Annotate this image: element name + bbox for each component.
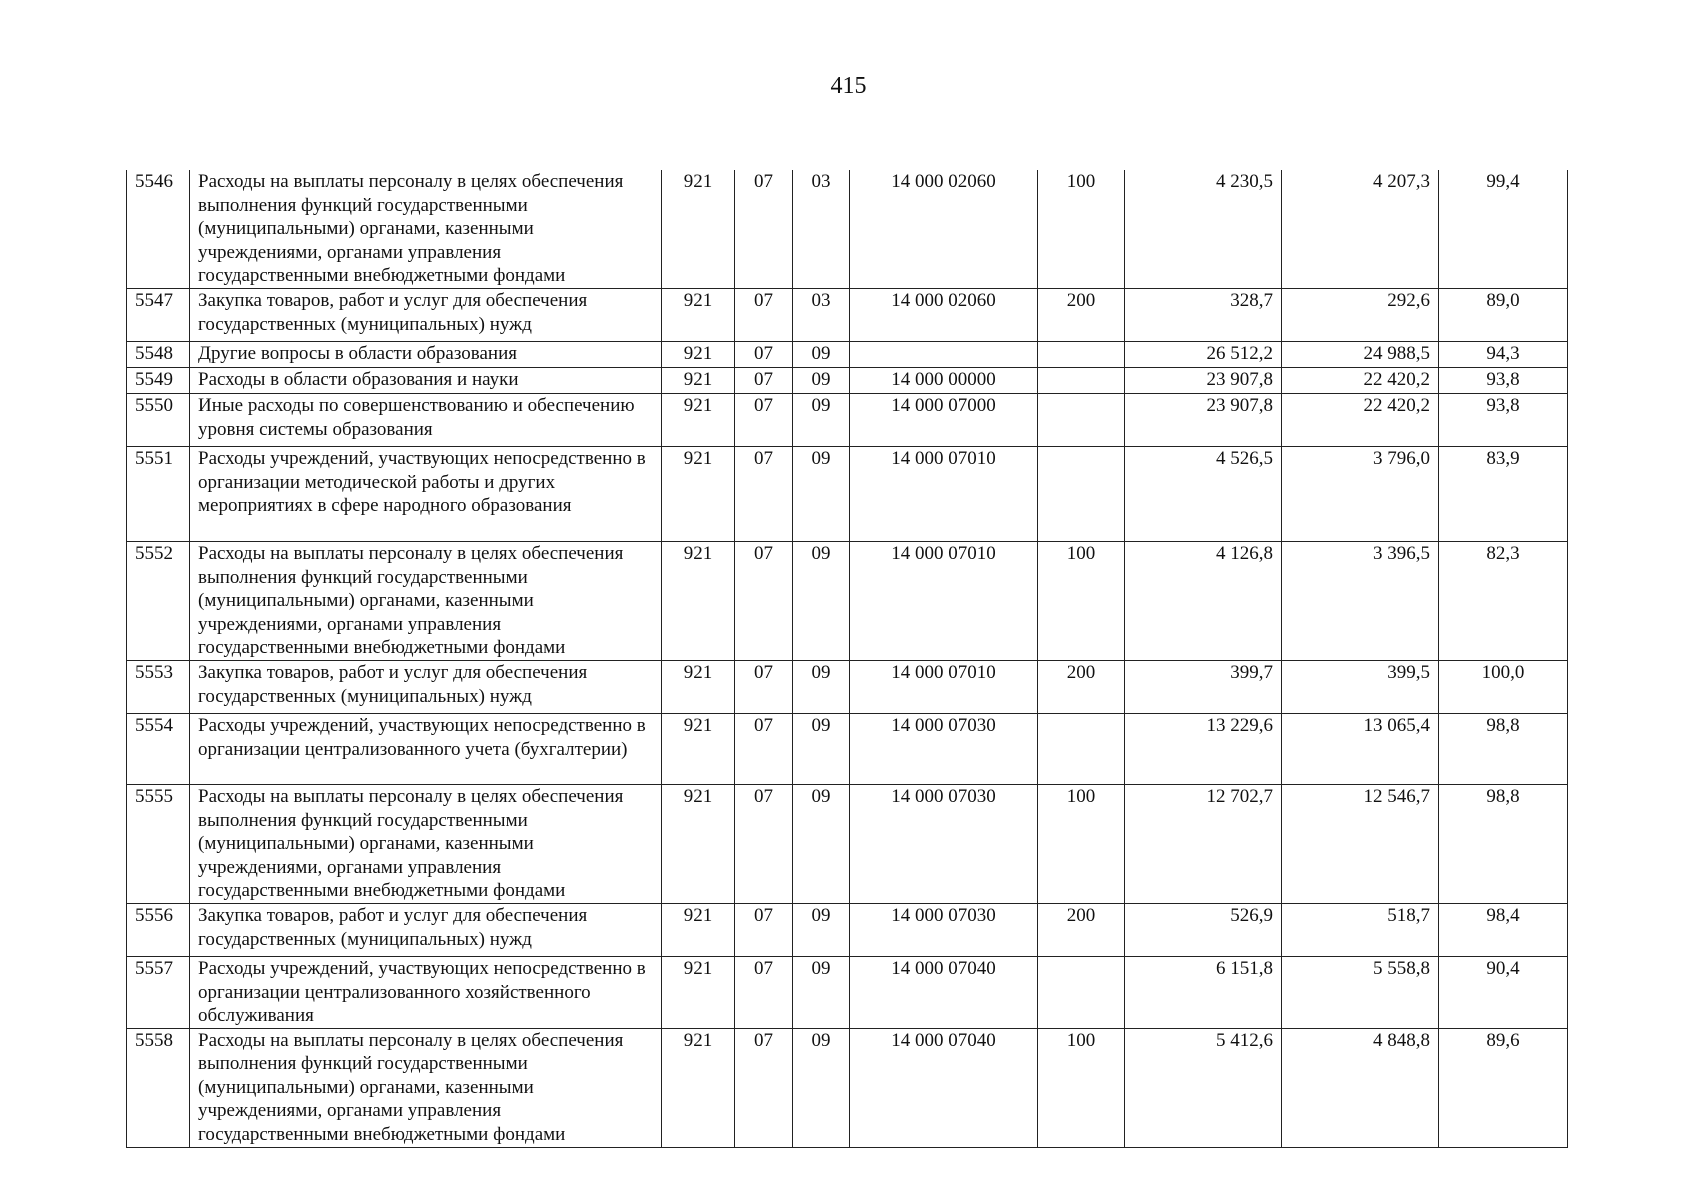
row-description: Расходы на выплаты персоналу в целях обеспечения выполнения функций государственными (муниципальными) органами, казенными учреждениями, органами управления государственными внебюджетными фондами — [190, 170, 662, 288]
row-vr — [1038, 341, 1125, 367]
row-plan: 4 230,5 — [1125, 170, 1282, 288]
row-vr: 100 — [1038, 1028, 1125, 1147]
table-row — [127, 903, 1568, 956]
row-fact: 399,5 — [1282, 660, 1439, 713]
row-number: 5553 — [127, 660, 190, 713]
row-rz: 07 — [735, 288, 793, 341]
table-row — [127, 784, 1568, 903]
row-pr: 09 — [793, 713, 850, 784]
row-plan: 399,7 — [1125, 660, 1282, 713]
row-plan: 23 907,8 — [1125, 393, 1282, 446]
row-description: Расходы на выплаты персоналу в целях обеспечения выполнения функций государственными (муниципальными) органами, казенными учреждениями, органами управления государственными внебюджетными фондами — [190, 1028, 662, 1147]
row-csr: 14 000 07040 — [850, 956, 1038, 1028]
row-rz: 07 — [735, 393, 793, 446]
row-vr: 200 — [1038, 288, 1125, 341]
row-number: 5556 — [127, 903, 190, 956]
row-percent: 82,3 — [1439, 541, 1568, 660]
row-rz: 07 — [735, 541, 793, 660]
row-description: Иные расходы по совершенствованию и обеспечению уровня системы образования — [190, 393, 662, 446]
row-ved: 921 — [662, 367, 735, 393]
row-pr: 09 — [793, 903, 850, 956]
row-number: 5554 — [127, 713, 190, 784]
row-percent: 98,4 — [1439, 903, 1568, 956]
row-pr: 09 — [793, 956, 850, 1028]
row-plan: 4 126,8 — [1125, 541, 1282, 660]
row-fact: 292,6 — [1282, 288, 1439, 341]
row-csr: 14 000 07030 — [850, 713, 1038, 784]
row-pr: 09 — [793, 541, 850, 660]
row-rz: 07 — [735, 446, 793, 541]
row-csr: 14 000 07040 — [850, 1028, 1038, 1147]
row-pr: 09 — [793, 367, 850, 393]
row-pr: 09 — [793, 341, 850, 367]
row-description: Расходы учреждений, участвующих непосредственно в организации централизованного учета (бухгалтерии) — [190, 713, 662, 784]
row-number: 5551 — [127, 446, 190, 541]
row-csr: 14 000 07030 — [850, 784, 1038, 903]
row-fact: 4 848,8 — [1282, 1028, 1439, 1147]
row-description: Закупка товаров, работ и услуг для обеспечения государственных (муниципальных) нужд — [190, 660, 662, 713]
row-pr: 09 — [793, 393, 850, 446]
row-ved: 921 — [662, 956, 735, 1028]
row-csr: 14 000 00000 — [850, 367, 1038, 393]
row-pr: 03 — [793, 288, 850, 341]
row-ved: 921 — [662, 1028, 735, 1147]
row-vr — [1038, 367, 1125, 393]
table-row — [127, 288, 1568, 341]
row-percent: 100,0 — [1439, 660, 1568, 713]
row-csr: 14 000 02060 — [850, 170, 1038, 288]
row-fact: 4 207,3 — [1282, 170, 1439, 288]
row-csr: 14 000 07030 — [850, 903, 1038, 956]
row-number: 5558 — [127, 1028, 190, 1147]
row-fact: 3 396,5 — [1282, 541, 1439, 660]
row-vr: 200 — [1038, 903, 1125, 956]
row-number: 5549 — [127, 367, 190, 393]
table-row — [127, 367, 1568, 393]
row-ved: 921 — [662, 393, 735, 446]
row-csr: 14 000 02060 — [850, 288, 1038, 341]
row-rz: 07 — [735, 784, 793, 903]
row-percent: 94,3 — [1439, 341, 1568, 367]
row-number: 5548 — [127, 341, 190, 367]
row-number: 5552 — [127, 541, 190, 660]
row-description: Закупка товаров, работ и услуг для обеспечения государственных (муниципальных) нужд — [190, 903, 662, 956]
row-plan: 6 151,8 — [1125, 956, 1282, 1028]
row-description: Закупка товаров, работ и услуг для обеспечения государственных (муниципальных) нужд — [190, 288, 662, 341]
row-description: Расходы в области образования и науки — [190, 367, 662, 393]
row-fact: 22 420,2 — [1282, 393, 1439, 446]
table-row — [127, 660, 1568, 713]
row-ved: 921 — [662, 660, 735, 713]
row-vr: 100 — [1038, 784, 1125, 903]
row-plan: 328,7 — [1125, 288, 1282, 341]
row-description: Расходы учреждений, участвующих непосредственно в организации методической работы и других мероприятиях в сфере народного образования — [190, 446, 662, 541]
row-ved: 921 — [662, 903, 735, 956]
row-rz: 07 — [735, 367, 793, 393]
row-plan: 26 512,2 — [1125, 341, 1282, 367]
row-fact: 22 420,2 — [1282, 367, 1439, 393]
row-fact: 3 796,0 — [1282, 446, 1439, 541]
row-plan: 4 526,5 — [1125, 446, 1282, 541]
row-csr — [850, 341, 1038, 367]
row-ved: 921 — [662, 784, 735, 903]
row-number: 5555 — [127, 784, 190, 903]
table-body — [127, 170, 1568, 1147]
row-plan: 526,9 — [1125, 903, 1282, 956]
row-plan: 5 412,6 — [1125, 1028, 1282, 1147]
row-percent: 93,8 — [1439, 367, 1568, 393]
row-pr: 09 — [793, 446, 850, 541]
table-row — [127, 393, 1568, 446]
row-csr: 14 000 07010 — [850, 541, 1038, 660]
row-rz: 07 — [735, 170, 793, 288]
row-number: 5557 — [127, 956, 190, 1028]
table-row — [127, 1028, 1568, 1147]
row-percent: 99,4 — [1439, 170, 1568, 288]
row-fact: 12 546,7 — [1282, 784, 1439, 903]
row-ved: 921 — [662, 341, 735, 367]
row-csr: 14 000 07010 — [850, 446, 1038, 541]
row-description: Другие вопросы в области образования — [190, 341, 662, 367]
row-ved: 921 — [662, 170, 735, 288]
row-fact: 24 988,5 — [1282, 341, 1439, 367]
row-percent: 89,6 — [1439, 1028, 1568, 1147]
row-percent: 89,0 — [1439, 288, 1568, 341]
row-csr: 14 000 07000 — [850, 393, 1038, 446]
row-percent: 93,8 — [1439, 393, 1568, 446]
table-row — [127, 170, 1568, 288]
row-percent: 83,9 — [1439, 446, 1568, 541]
row-number: 5550 — [127, 393, 190, 446]
row-pr: 09 — [793, 660, 850, 713]
row-csr: 14 000 07010 — [850, 660, 1038, 713]
table-row — [127, 713, 1568, 784]
row-plan: 13 229,6 — [1125, 713, 1282, 784]
row-number: 5546 — [127, 170, 190, 288]
row-fact: 13 065,4 — [1282, 713, 1439, 784]
row-vr: 100 — [1038, 541, 1125, 660]
row-percent: 90,4 — [1439, 956, 1568, 1028]
table-row — [127, 446, 1568, 541]
table-row — [127, 956, 1568, 1028]
row-pr: 03 — [793, 170, 850, 288]
row-plan: 23 907,8 — [1125, 367, 1282, 393]
row-description: Расходы на выплаты персоналу в целях обеспечения выполнения функций государственными (муниципальными) органами, казенными учреждениями, органами управления государственными внебюджетными фондами — [190, 541, 662, 660]
budget-table — [126, 170, 1568, 1148]
row-vr — [1038, 713, 1125, 784]
row-vr: 100 — [1038, 170, 1125, 288]
row-description: Расходы на выплаты персоналу в целях обеспечения выполнения функций государственными (муниципальными) органами, казенными учреждениями, органами управления государственными внебюджетными фондами — [190, 784, 662, 903]
row-fact: 5 558,8 — [1282, 956, 1439, 1028]
row-pr: 09 — [793, 1028, 850, 1147]
row-percent: 98,8 — [1439, 713, 1568, 784]
row-ved: 921 — [662, 288, 735, 341]
row-vr: 200 — [1038, 660, 1125, 713]
row-vr — [1038, 446, 1125, 541]
row-plan: 12 702,7 — [1125, 784, 1282, 903]
row-fact: 518,7 — [1282, 903, 1439, 956]
row-description: Расходы учреждений, участвующих непосредственно в организации централизованного хозяйственного обслуживания — [190, 956, 662, 1028]
row-ved: 921 — [662, 541, 735, 660]
table-row — [127, 541, 1568, 660]
row-ved: 921 — [662, 446, 735, 541]
row-rz: 07 — [735, 903, 793, 956]
row-rz: 07 — [735, 1028, 793, 1147]
page-number: 415 — [830, 73, 867, 99]
row-rz: 07 — [735, 713, 793, 784]
row-rz: 07 — [735, 660, 793, 713]
row-vr — [1038, 393, 1125, 446]
table-row — [127, 341, 1568, 367]
row-percent: 98,8 — [1439, 784, 1568, 903]
row-rz: 07 — [735, 956, 793, 1028]
row-rz: 07 — [735, 341, 793, 367]
row-pr: 09 — [793, 784, 850, 903]
row-vr — [1038, 956, 1125, 1028]
row-number: 5547 — [127, 288, 190, 341]
row-ved: 921 — [662, 713, 735, 784]
